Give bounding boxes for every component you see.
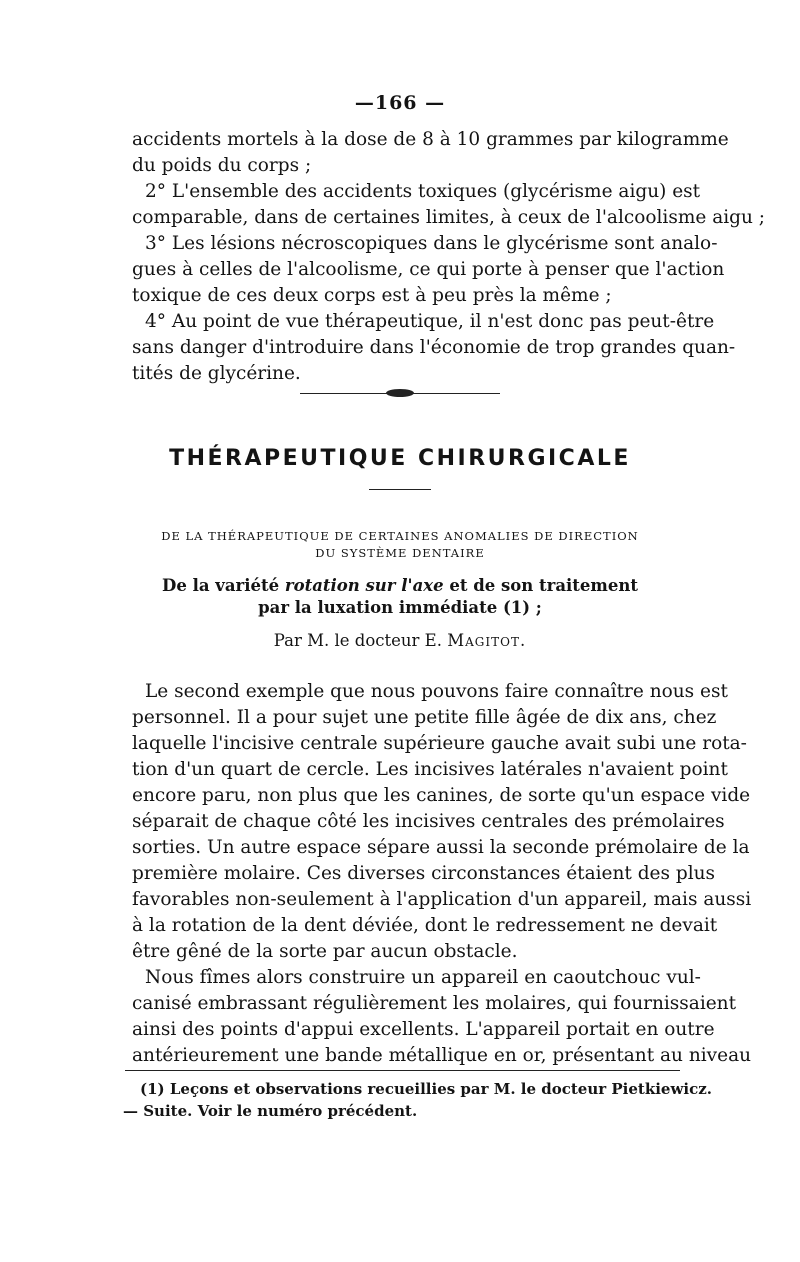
article-title-italic: rotation sur l'axe: [284, 576, 444, 595]
text-line: ainsi des points d'appui excellents. L'appareil portait en outre: [132, 1019, 715, 1040]
subheading-line: DU SYSTÈME DENTAIRE: [315, 546, 485, 560]
footnote-rule: [125, 1070, 680, 1071]
text-line: à la rotation de la dent déviée, dont le redressement ne devait: [132, 915, 718, 936]
text-line: gues à celles de l'alcoolisme, ce qui porte à penser que l'action: [132, 259, 725, 280]
text-line: encore paru, non plus que les canines, de sorte qu'un espace vide: [132, 785, 751, 806]
subheading-line: DE LA THÉRAPEUTIQUE DE CERTAINES ANOMALIES DE DIRECTION: [161, 529, 639, 543]
text-line: antérieurement une bande métallique en or, présentant au niveau: [132, 1045, 752, 1066]
section-title: THÉRAPEUTIQUE CHIRURGICALE: [169, 446, 631, 471]
text-line: Le second exemple que nous pouvons faire connaître nous est: [145, 681, 728, 702]
text-line: toxique de ces deux corps est à peu près la même ;: [132, 285, 612, 306]
text-line: 3° Les lésions nécroscopiques dans le glycérisme sont analo-: [145, 233, 718, 254]
text-line: canisé embrassant régulièrement les molaires, qui fournissaient: [132, 993, 737, 1014]
article-title: [0, 576, 800, 595]
page-number: —166 —: [354, 92, 446, 114]
text-line: première molaire. Ces diverses circonstances étaient des plus: [132, 863, 716, 884]
text-line: du poids du corps ;: [132, 155, 312, 176]
text-line: sorties. Un autre espace sépare aussi la seconde prémolaire de la: [132, 837, 750, 858]
text-line: tion d'un quart de cercle. Les incisives latérales n'avaient point: [132, 759, 728, 780]
short-divider: [369, 489, 431, 490]
text-line: laquelle l'incisive centrale supérieure gauche avait subi une rota-: [132, 733, 747, 754]
text-line: personnel. Il a pour sujet une petite fille âgée de dix ans, chez: [132, 707, 717, 728]
ornamental-divider: [300, 393, 500, 394]
text-line: 4° Au point de vue thérapeutique, il n'est donc pas peut-être: [145, 311, 715, 332]
footnote-line: (1) Leçons et observations recueillies par M. le docteur Pietkiewicz.: [140, 1080, 712, 1098]
text-line: sans danger d'introduire dans l'économie de trop grandes quan-: [132, 337, 736, 358]
byline-prefix: Par M. le docteur E.: [273, 631, 448, 650]
text-line: 2° L'ensemble des accidents toxiques (glycérisme aigu) est: [145, 181, 701, 202]
text-line: favorables non-seulement à l'application d'un appareil, mais aussi: [132, 889, 752, 910]
text-line: tités de glycérine.: [132, 363, 301, 384]
text-line: accidents mortels à la dose de 8 à 10 grammes par kilogramme: [132, 129, 729, 150]
author-name: Magitot.: [447, 631, 527, 650]
text-line: Nous fîmes alors construire un appareil en caoutchouc vul-: [145, 967, 701, 988]
byline: [0, 631, 800, 650]
footnote-line: — Suite. Voir le numéro précédent.: [123, 1102, 418, 1120]
text-line: être gêné de la sorte par aucun obstacle.: [132, 941, 518, 962]
article-title-line2: par la luxation immédiate (1) ;: [258, 598, 542, 617]
article-title-part: De la variété: [162, 576, 285, 595]
divider-ornament: [386, 389, 414, 397]
text-line: séparait de chaque côté les incisives centrales des prémolaires: [132, 811, 725, 832]
article-title-part: et de son traitement: [443, 576, 638, 595]
text-line: comparable, dans de certaines limites, à ceux de l'alcoolisme aigu ;: [132, 207, 766, 228]
